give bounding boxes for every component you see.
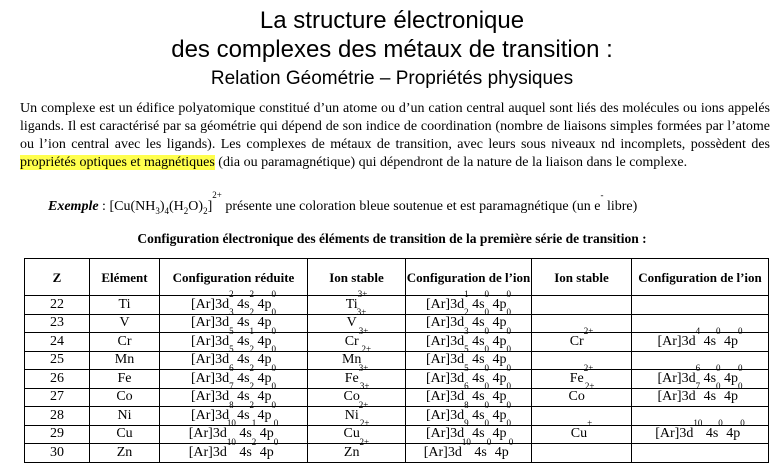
- cell-ion-stable: $Zn^{2+}$: [308, 444, 406, 463]
- cell-element: Cu: [90, 425, 160, 444]
- title-line-2: des complexes des métaux de transition :: [171, 36, 613, 63]
- cell-z: 28: [25, 407, 90, 426]
- cell-config-ion: $[Ar]3d^1$ $4s^0$ $4p^0$: [406, 296, 532, 315]
- cell-element: V: [90, 314, 160, 333]
- cell-config: $[Ar]3d^5$ $4s^2$ $4p^0$: [160, 351, 308, 370]
- cell-config-ion: $[Ar]3d^8$ $4s^0$ $4p^0$: [406, 407, 532, 426]
- cell-ion-stable: $Mn^{2+}$: [308, 351, 406, 370]
- cell-config-ion: $[Ar]3d^3$ $4s^0$ $4p^0$: [406, 333, 532, 352]
- cell-config-ion-2: [632, 296, 769, 315]
- cell-element: Zn: [90, 444, 160, 463]
- cell-config: $[Ar]3d^{10}$ $4s^2$ $4p^0$: [160, 444, 308, 463]
- cell-config-ion: $[Ar]3d^2$ $4s^0$ $4p^0$: [406, 314, 532, 333]
- cell-z: 22: [25, 296, 90, 315]
- example-label: Exemple: [48, 199, 99, 214]
- cell-config-ion: $[Ar]3d^6$ $4s^0$ $4p^0$: [406, 388, 532, 407]
- cell-element: Ni: [90, 407, 160, 426]
- cell-ion-stable: $Co^{3+}$: [308, 388, 406, 407]
- configuration-table: [24, 258, 769, 463]
- cell-config-ion: $[Ar]3d^5$ $4s^0$ $4p^0$: [406, 351, 532, 370]
- cell-config-ion: $[Ar]3d^9$ $4s^0$ $4p^0$: [406, 425, 532, 444]
- header-config: Configuration réduite: [160, 259, 308, 296]
- example-text-end: libre): [603, 199, 638, 214]
- cell-ion-stable: $Fe^{3+}$: [308, 370, 406, 389]
- cell-config: $[Ar]3d^{10}$ $4s^1$ $4p^0$: [160, 425, 308, 444]
- cell-ion-stable-2: $Cr^{2+}$: [532, 333, 632, 352]
- cell-ion-stable-2: [532, 296, 632, 315]
- table-caption: Configuration électronique des éléments de transition de la première série de transition :: [137, 231, 647, 246]
- table-row: [25, 333, 769, 352]
- cell-z: 29: [25, 425, 90, 444]
- table-row: [25, 425, 769, 444]
- example-formula: $[Cu(NH_3)_4(H_2O)_2]^{2+}$: [109, 190, 222, 216]
- cell-ion-stable: $Ti^{3+}$: [308, 296, 406, 315]
- cell-config-ion: $[Ar]3d^5$ $4s^0$ $4p^0$: [406, 370, 532, 389]
- cell-element: Fe: [90, 370, 160, 389]
- cell-ion-stable-2: [532, 407, 632, 426]
- title-line-1: La structure électronique: [259, 7, 525, 34]
- cell-element: Co: [90, 388, 160, 407]
- table-row: [25, 351, 769, 370]
- cell-element: Cr: [90, 333, 160, 352]
- header-config-ion-2: Configuration de l’ion: [632, 259, 769, 296]
- cell-config: $[Ar]3d^6$ $4s^2$ $4p^0$: [160, 370, 308, 389]
- highlighted-text: propriétés optiques et magnétiques: [20, 155, 215, 170]
- cell-config: $[Ar]3d^5$ $4s^1$ $4p^0$: [160, 333, 308, 352]
- cell-config-ion-2: $[Ar]3d^6$ $4s^0$ $4p^0$: [632, 370, 769, 389]
- header-element: Elément: [90, 259, 160, 296]
- cell-config-ion-2: [632, 444, 769, 463]
- cell-ion-stable-2: Cu+: [532, 425, 632, 444]
- cell-config-ion-2: $[Ar]3d^7$ $4s^0$ $4p^0$: [632, 388, 769, 407]
- header-z: Z: [25, 259, 90, 296]
- cell-ion-stable: $Ni^{2+}$: [308, 407, 406, 426]
- cell-ion-stable-2: $Fe^{2+}$: [532, 370, 632, 389]
- header-config-ion-1: Configuration de l’ion: [406, 259, 532, 296]
- cell-ion-stable-2: $Co^{2+}$: [532, 388, 632, 407]
- cell-config-ion-2: [632, 351, 769, 370]
- cell-config-ion-2: $[Ar]3d^{10}$ $4s^0$ $4p^0$: [632, 425, 769, 444]
- cell-z: 26: [25, 370, 90, 389]
- cell-config-ion-2: [632, 314, 769, 333]
- table-row: [25, 388, 769, 407]
- cell-config-ion-2: $[Ar]3d^4$ $4s^0$ $4p^0$: [632, 333, 769, 352]
- example-line: Exemple : $[Cu(NH_3)_4(H_2O)_2]^{2+}$ présente une coloration bleue soutenue et est paramagnétique (un e- libre): [48, 190, 638, 216]
- cell-element: Mn: [90, 351, 160, 370]
- table-row: [25, 407, 769, 426]
- cell-element: Ti: [90, 296, 160, 315]
- header-ion-stable-1: Ion stable: [308, 259, 406, 296]
- example-sep: :: [98, 199, 110, 214]
- cell-ion-stable-2: [532, 351, 632, 370]
- cell-ion-stable-2: [532, 444, 632, 463]
- header-ion-stable-2: Ion stable: [532, 259, 632, 296]
- cell-ion-stable: $Cu^{2+}$: [308, 425, 406, 444]
- cell-ion-stable-2: [532, 314, 632, 333]
- intro-text-1: Un complexe est un édifice polyatomique constitué d’un atome ou d’un cation central auquel sont liés des molécules ou ions appelés ligands. Il est caractérisé par sa géométrie qui dépend de son indice de coordination (nombre de liaisons simples formées par l’atome ou l’ion central avec les ligands). Les complexes de métaux de transition, avec leurs sous niveaux nd incomplets, possèdent des: [20, 101, 770, 152]
- table-header-row: [25, 259, 769, 296]
- intro-paragraph: [20, 100, 770, 172]
- cell-z: 24: [25, 333, 90, 352]
- table-row: [25, 370, 769, 389]
- cell-config: $[Ar]3d^2$ $4s^2$ $4p^0$: [160, 296, 308, 315]
- cell-z: 25: [25, 351, 90, 370]
- cell-config: $[Ar]3d^7$ $4s^2$ $4p^0$: [160, 388, 308, 407]
- cell-config: $[Ar]3d^3$ $4s^2$ $4p^0$: [160, 314, 308, 333]
- cell-z: 23: [25, 314, 90, 333]
- table-row: [25, 314, 769, 333]
- table-row: [25, 296, 769, 315]
- cell-z: 27: [25, 388, 90, 407]
- cell-config-ion: $[Ar]3d^{10}$ $4s^0$ $4p^0$: [406, 444, 532, 463]
- intro-text-2: (dia ou paramagnétique) qui dépendront de la nature de la liaison dans le complexe.: [214, 155, 688, 170]
- cell-z: 30: [25, 444, 90, 463]
- cell-config: $[Ar]3d^8$ $4s^2$ $4p^0$: [160, 407, 308, 426]
- example-text: présente une coloration bleue soutenue et est paramagnétique (un e: [221, 199, 601, 214]
- cell-ion-stable: $Cr^{3+}$: [308, 333, 406, 352]
- subtitle: Relation Géométrie – Propriétés physiques: [210, 68, 574, 89]
- table-row: [25, 444, 769, 463]
- cell-ion-stable: $V^{3+}$: [308, 314, 406, 333]
